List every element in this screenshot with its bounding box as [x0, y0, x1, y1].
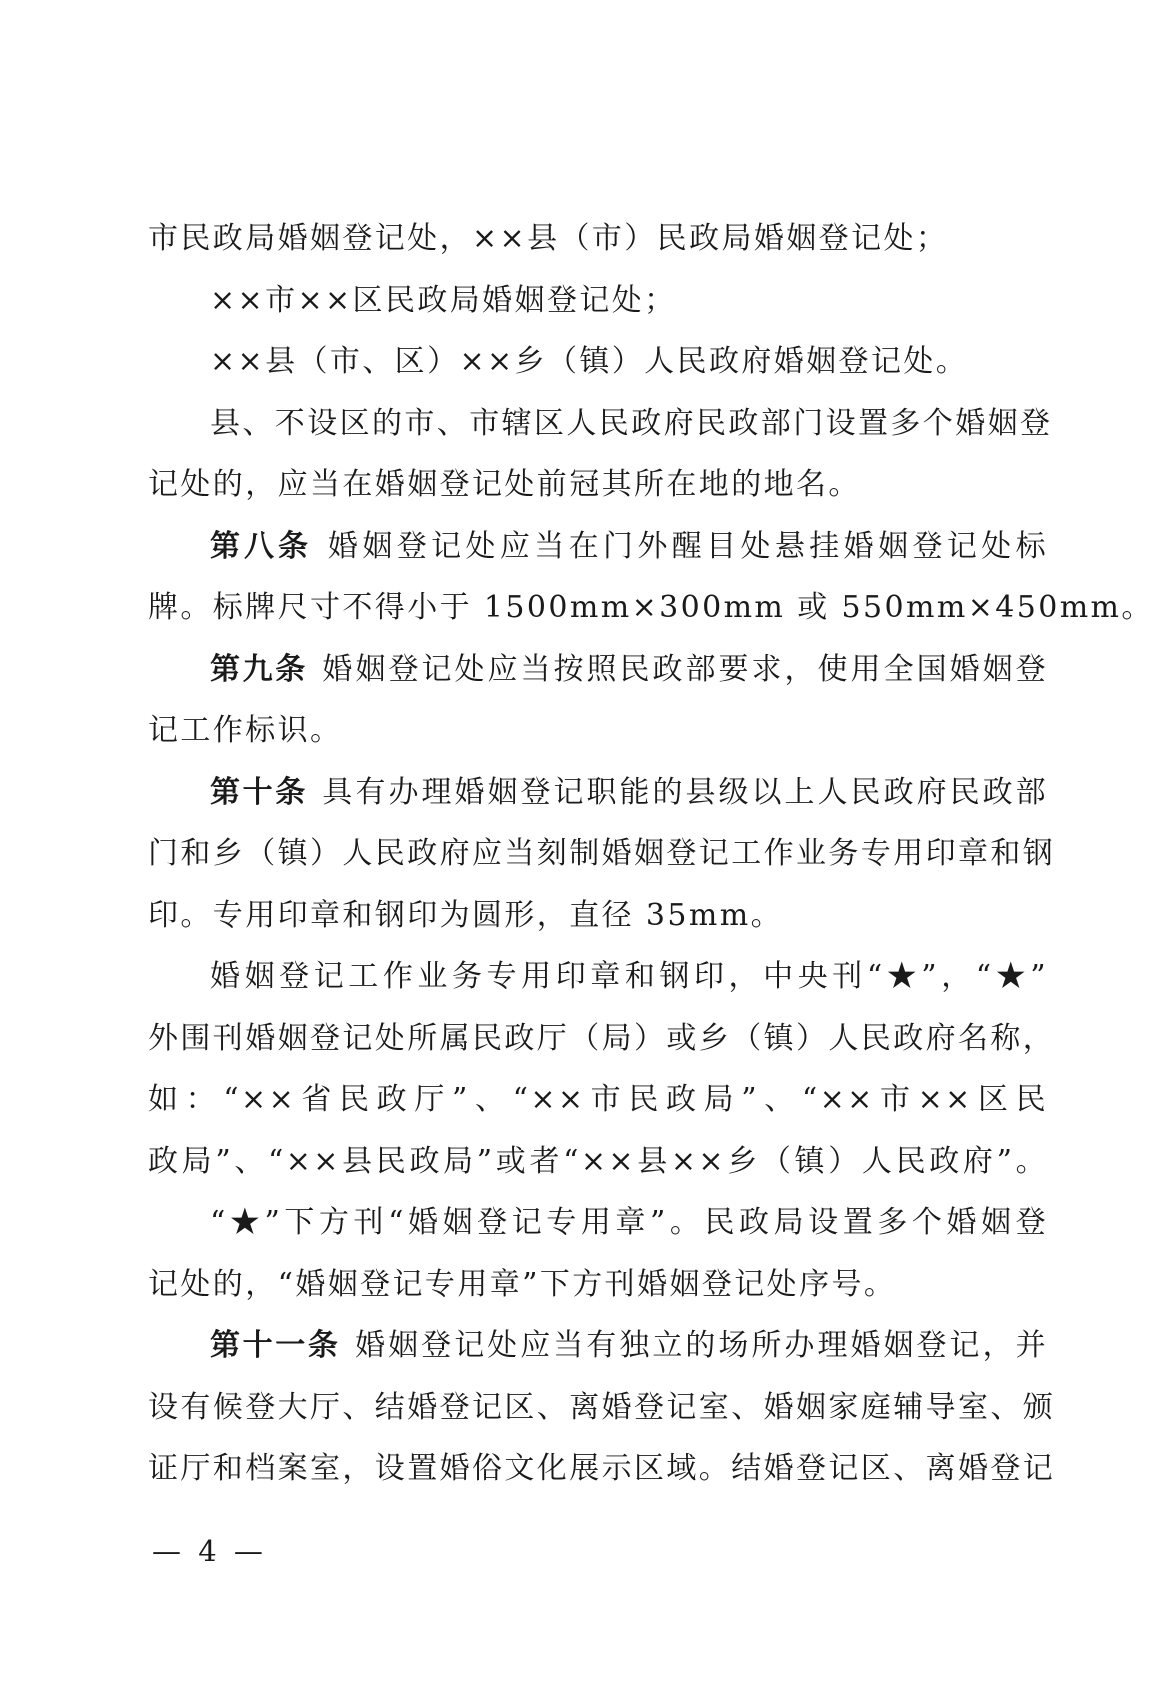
text-line: 设有候登大厅、结婚登记区、离婚登记室、婚姻家庭辅导室、颁 [148, 1389, 1056, 1425]
document-body [148, 208, 1154, 1500]
text-line: 婚姻登记工作业务专用印章和钢印，中央刊“★”，“★” [210, 959, 1048, 994]
article-heading: 第九条 [210, 651, 308, 687]
article-heading: 第八条 [210, 528, 312, 564]
article-8-line [148, 516, 1048, 578]
text-line: 记处的，应当在婚姻登记处前冠其所在地的地名。 [148, 467, 861, 502]
text-line: 记工作标识。 [148, 713, 343, 748]
text-line: 牌。标牌尺寸不得小于 1500mm×300mm 或 550mm×450mm。 [148, 590, 1154, 625]
article-10-line [148, 762, 1048, 824]
text-line: 外围刊婚姻登记处所属民政厅（局）或乡（镇）人民政府名称， [148, 1020, 1056, 1056]
page-number: — 4 — [152, 1534, 267, 1568]
article-text: 具有办理婚姻登记职能的县级以上人民政府民政部 [321, 774, 1048, 810]
text-line: 证厅和档案室，设置婚俗文化展示区域。结婚登记区、离婚登记 [148, 1451, 1056, 1486]
article-text: 婚姻登记处应当在门外醒目处悬挂婚姻登记处标 [325, 528, 1048, 564]
article-9-line [148, 639, 1048, 701]
text-line: 政局”、“××县民政局”或者“××县××乡（镇）人民政府”。 [148, 1143, 1048, 1179]
text-line: 如：“××省民政厅”、“××市民政局”、“××市××区民 [148, 1082, 1048, 1117]
text-line: 县、不设区的市、市辖区人民政府民政部门设置多个婚姻登 [210, 405, 1053, 441]
text-line: 门和乡（镇）人民政府应当刻制婚姻登记工作业务专用印章和钢 [148, 836, 1056, 871]
text-line: 记处的，“婚姻登记专用章”下方刊婚姻登记处序号。 [148, 1266, 897, 1302]
text-line: ××县（市、区）××乡（镇）人民政府婚姻登记处。 [210, 344, 969, 379]
article-text: 婚姻登记处应当有独立的场所办理婚姻登记，并 [354, 1328, 1048, 1363]
article-heading: 第十一条 [210, 1328, 341, 1363]
text-line: 市民政局婚姻登记处，××县（市）民政局婚姻登记处； [148, 221, 949, 256]
article-text: 婚姻登记处应当按照民政部要求，使用全国婚姻登 [321, 651, 1048, 687]
text-line: ××市××区民政局婚姻登记处； [210, 282, 677, 318]
text-line: “★”下方刊“婚姻登记专用章”。民政局设置多个婚姻登 [210, 1205, 1048, 1240]
article-heading: 第十条 [210, 774, 308, 810]
text-line: 印。专用印章和钢印为圆形，直径 35mm。 [148, 897, 784, 933]
article-11-line [148, 1315, 1048, 1377]
